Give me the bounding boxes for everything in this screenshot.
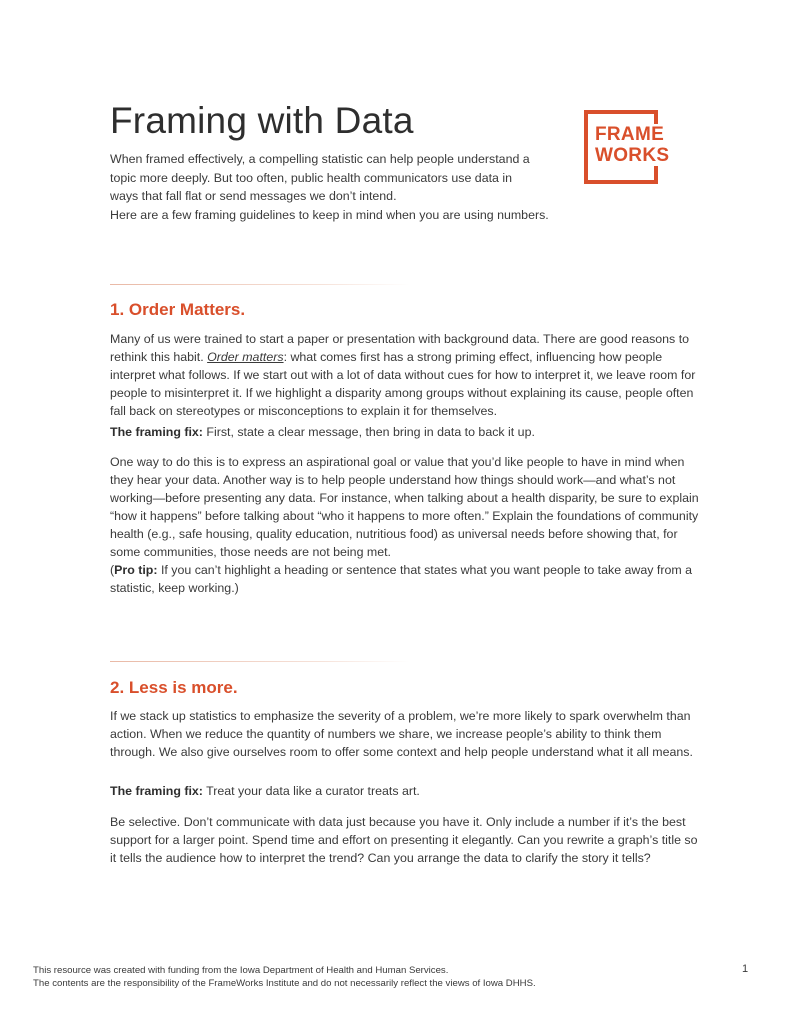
section-2-framing-fix bbox=[110, 782, 700, 800]
pro-tip-text: If you can’t highlight a heading or sentence that states what you want people to take away from a statistic, keep working.) bbox=[110, 563, 693, 595]
framing-fix-label: The framing fix: bbox=[110, 784, 203, 798]
footer-disclaimer bbox=[33, 964, 673, 990]
section-1-framing-fix bbox=[110, 423, 700, 441]
intro-paragraph: When framed effectively, a compelling statistic can help people understand a topic more deeply. But too often, public health communicators use data in ways that fall flat or send messages we don’t intend. bbox=[110, 152, 530, 203]
page-number: 1 bbox=[742, 963, 749, 975]
footer-line-2: The contents are the responsibility of the FrameWorks Institute and do not necessarily reflect the views of Iowa DHHS. bbox=[33, 978, 536, 989]
section-1-heading: 1. Order Matters. bbox=[110, 300, 246, 319]
framing-fix-text: Treat your data like a curator treats art. bbox=[202, 784, 420, 798]
pro-tip-label: Pro tip: bbox=[114, 563, 158, 577]
framing-fix-text: First, state a clear message, then bring in data to back it up. bbox=[202, 425, 535, 439]
framing-fix-label: The framing fix: bbox=[110, 425, 203, 439]
text-run: One way to do this is to express an aspirational goal or value that you’d like people to have in mind when they hear your data. Another way is to help people understand how things should work—and what’s not working—before presenting any data. For instance, when talking about a health disparity, be sure to explain “how it happens” before talking about “who it happens to more often.” Explain the foundations of community health (e.g., safe housing, quality education, nutritious food) as universal needs before showing that, for some communities, those needs are not being met. bbox=[110, 455, 699, 559]
section-divider bbox=[110, 284, 410, 285]
intro-note: Here are a few framing guidelines to keep in mind when you are using numbers. bbox=[110, 208, 549, 222]
section-2-paragraph-1: If we stack up statistics to emphasize the severity of a problem, we’re more likely to spark overwhelm than action. When we reduce the quantity of numbers we share, we increase people’s ability to think them through. We also give ourselves room to offer some context and help people understand what it all means. bbox=[110, 709, 693, 759]
section-1-paragraph-1 bbox=[110, 330, 700, 420]
text-run: : what comes first has a strong priming effect, influencing how people interpret what follows. If we start out with a lot of data without cues for how to interpret it, we leave room for people to misinterpret it. If we highlight a disparity among groups without explaining its cause, people often fall back on stereotypes or misconceptions to explain it for themselves. bbox=[110, 350, 696, 418]
pro-tip-open: ( bbox=[110, 563, 115, 577]
logo-wordmark bbox=[594, 124, 670, 166]
frameworks-logo bbox=[584, 110, 670, 184]
footer-line-1: This resource was created with funding from the Iowa Department of Health and Human Services. bbox=[33, 965, 449, 976]
logo-line-1: FRAME bbox=[595, 124, 665, 145]
section-2-paragraph-2: Be selective. Don’t communicate with data just because you have it. Only include a number if it’s the best support for a larger point. Spend time and effort on presenting it elegantly. Can you rewrite a graph’s title so it tells the audience how to interpret the trend? Can you arrange the data to clarify the story it tells? bbox=[110, 815, 698, 865]
section-1-paragraph-2 bbox=[110, 453, 700, 597]
text-run: Many of us were trained to start a paper or presentation with background data. There are good reasons to rethink this habit. bbox=[110, 332, 690, 364]
section-2-heading: 2. Less is more. bbox=[110, 678, 238, 697]
section-divider bbox=[110, 661, 410, 662]
page-title: Framing with Data bbox=[110, 100, 414, 141]
logo-line-2: WORKS bbox=[595, 145, 670, 166]
order-matters-link[interactable]: Order matters bbox=[207, 350, 284, 364]
